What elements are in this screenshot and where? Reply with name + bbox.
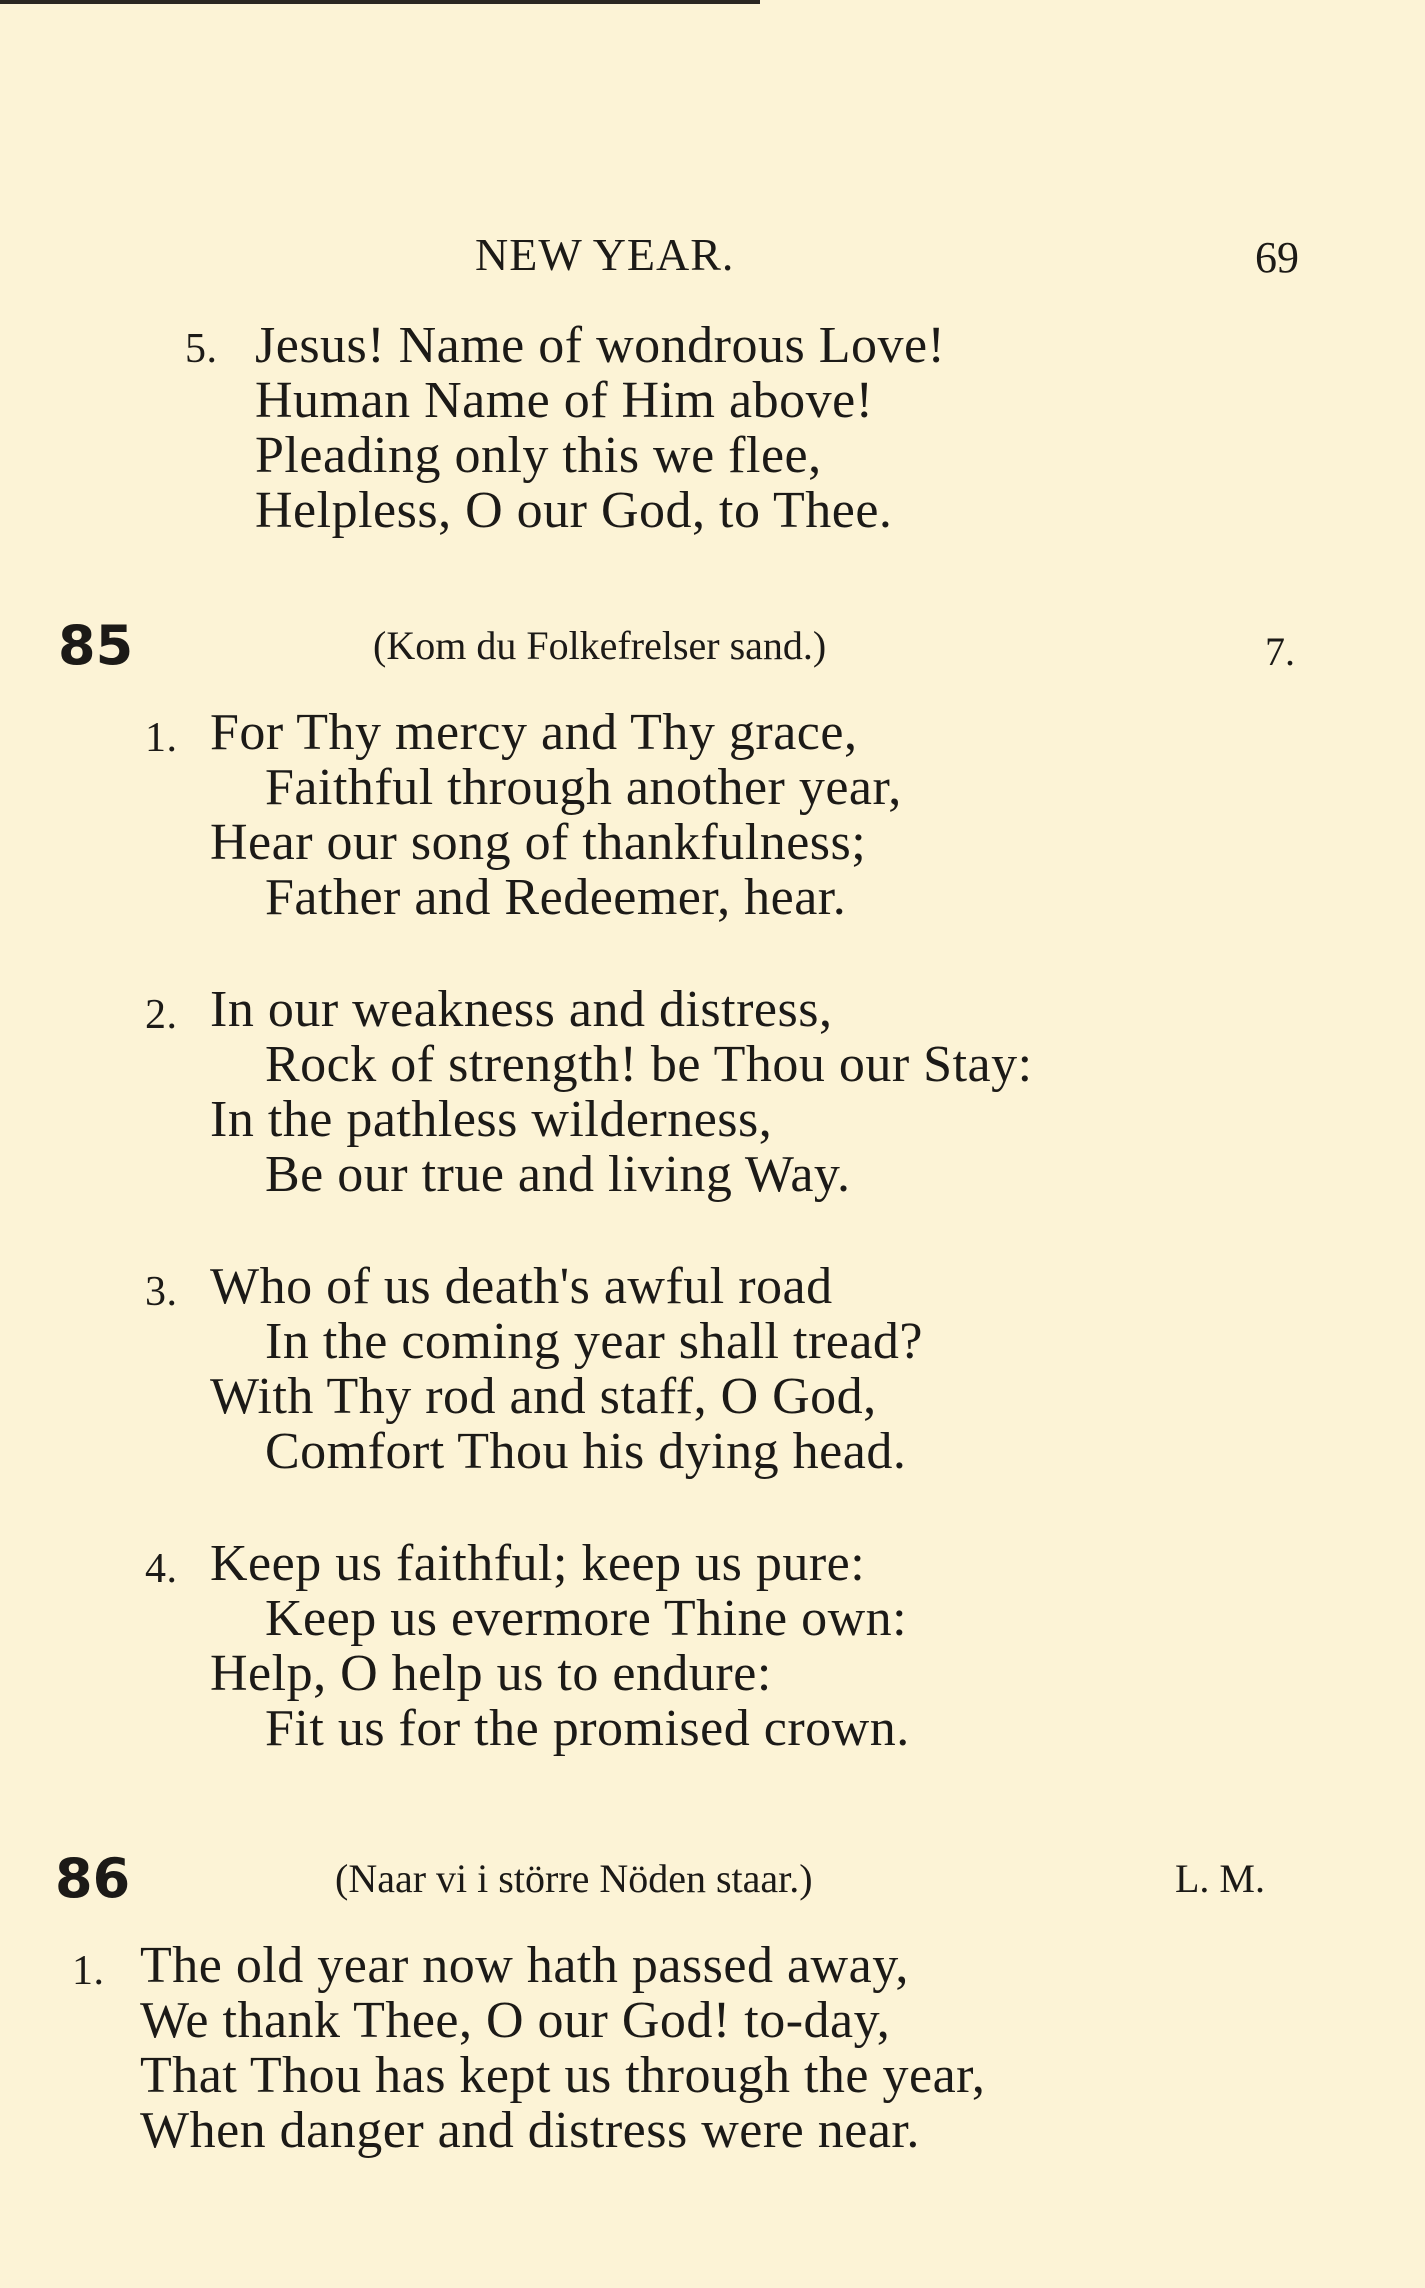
stanza-line: For Thy mercy and Thy grace, (210, 704, 858, 761)
stanza-number: 2. (145, 992, 178, 1038)
stanza-number: 3. (145, 1269, 178, 1315)
stanza-line: In the coming year shall tread? (265, 1313, 924, 1370)
stanza-line: Who of us death's awful road (210, 1258, 833, 1315)
stanza-number: 4. (145, 1546, 178, 1592)
stanza-line: In our weakness and distress, (210, 981, 833, 1038)
hymn-85-stanza-4 (145, 1535, 910, 1757)
running-head: NEW YEAR. (475, 229, 735, 280)
stanza-line: Keep us faithful; keep us pure: (210, 1535, 866, 1592)
stanza-line: Help, O help us to endure: (210, 1645, 772, 1702)
stanza-line: With Thy rod and staff, O God, (210, 1368, 877, 1425)
hymn-85-tune: (Kom du Folkefrelser sand.) (373, 623, 827, 668)
stanza-line: When danger and distress were near. (140, 2102, 920, 2159)
hymn-85-stanza-3 (145, 1258, 924, 1480)
stanza-line: Rock of strength! be Thou our Stay: (265, 1036, 1033, 1093)
hymn-number-85: 85 (58, 614, 134, 677)
hymn-85-stanza-1 (145, 704, 902, 926)
stanza-line: Helpless, O our God, to Thee. (255, 482, 893, 539)
hymn-number-86: 86 (55, 1847, 131, 1910)
prev-hymn-stanza-5 (185, 317, 946, 539)
stanza-number: 1. (72, 1948, 105, 1994)
stanza-line: Jesus! Name of wondrous Love! (255, 317, 946, 374)
stanza-line: Faithful through another year, (265, 759, 902, 816)
hymn-85-stanza-2 (145, 981, 1033, 1203)
hymn-86-stanza-1 (72, 1937, 986, 2159)
hymn-85-meter: 7. (1265, 629, 1295, 674)
stanza-line: Keep us evermore Thine own: (265, 1590, 908, 1647)
top-rule (0, 0, 760, 4)
stanza-number: 5. (185, 326, 218, 372)
stanza-line: Human Name of Him above! (255, 372, 874, 429)
stanza-line: Hear our song of thankfulness; (210, 814, 867, 871)
stanza-line: That Thou has kept us through the year, (140, 2047, 986, 2104)
hymn-86-tune: (Naar vi i större Nöden staar.) (335, 1856, 813, 1901)
stanza-line: Fit us for the promised crown. (265, 1700, 910, 1757)
stanza-number: 1. (145, 715, 178, 761)
stanza-line: Pleading only this we flee, (255, 427, 822, 484)
page-number: 69 (1255, 233, 1299, 282)
stanza-line: The old year now hath passed away, (140, 1937, 909, 1994)
stanza-line: In the pathless wilderness, (210, 1091, 773, 1148)
hymn-86-meter: L. M. (1175, 1856, 1265, 1901)
stanza-line: Father and Redeemer, hear. (265, 869, 847, 926)
stanza-line: Be our true and living Way. (265, 1146, 851, 1203)
stanza-line: Comfort Thou his dying head. (265, 1423, 907, 1480)
stanza-line: We thank Thee, O our God! to-day, (140, 1992, 891, 2049)
